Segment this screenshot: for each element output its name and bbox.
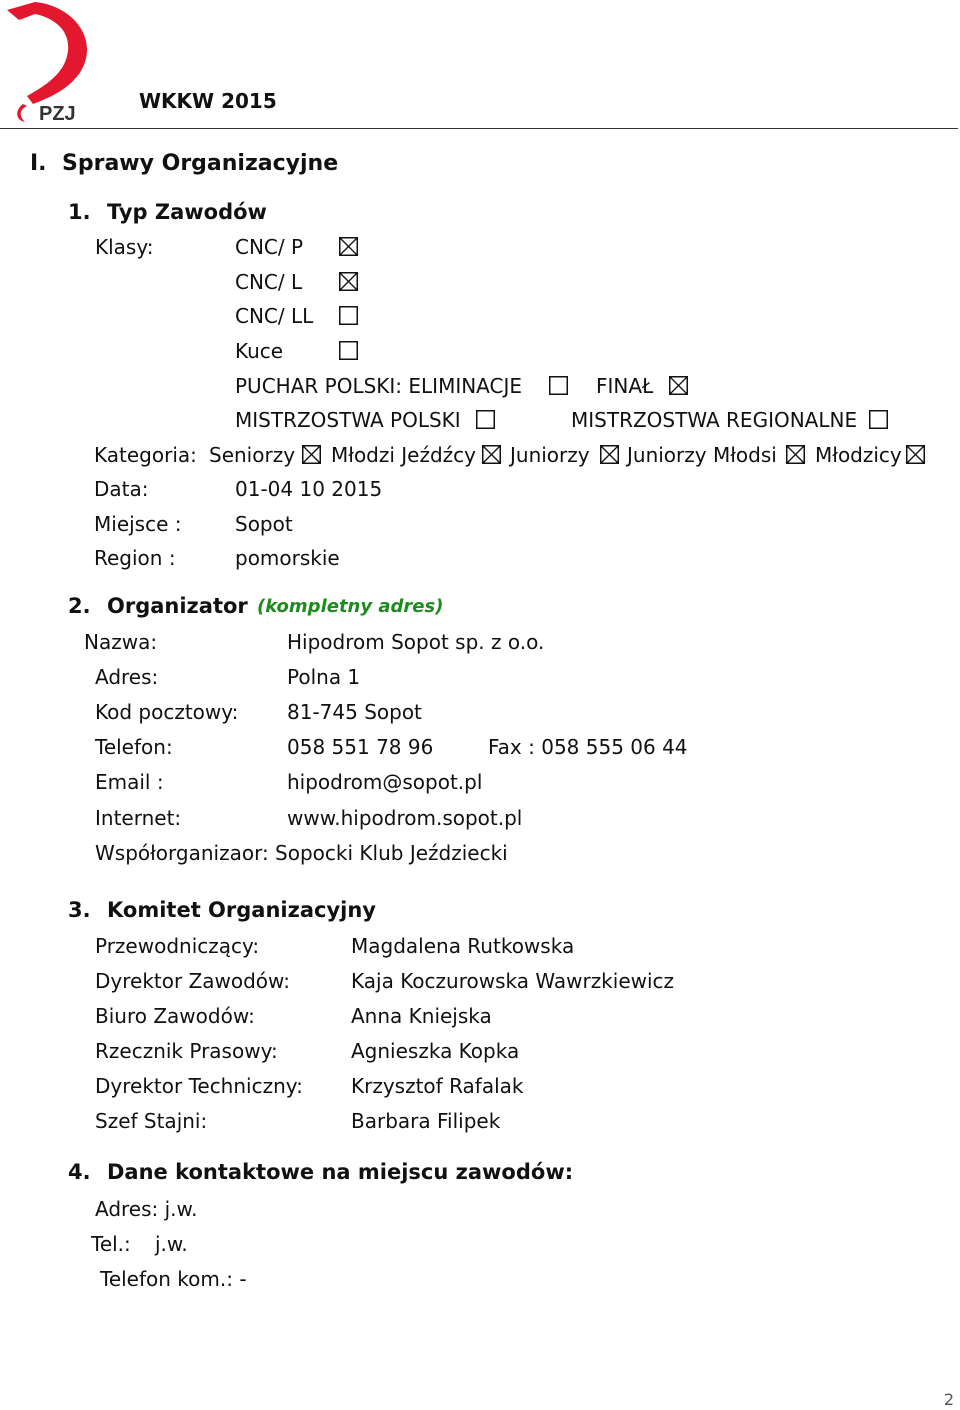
mlodzicy-label: Młodzicy [815,443,902,467]
cnc-l-label: CNC/ L [235,270,303,294]
juniorzy-mlodsi-checkbox[interactable] [786,445,805,464]
s1-title: Typ Zawodów [107,200,267,224]
committee-role: Dyrektor Techniczny: [95,1074,303,1098]
adres-value: Polna 1 [287,665,361,689]
email-value: hipodrom@sopot.pl [287,770,483,794]
internet-value: www.hipodrom.sopot.pl [287,806,523,830]
seniorzy-checkbox[interactable] [302,445,321,464]
contact-tel-label: Tel.: [91,1232,131,1256]
mp-label: MISTRZOSTWA POLSKI [235,408,461,432]
committee-person: Kaja Koczurowska Wawrzkiewicz [351,969,675,993]
header-divider [0,128,958,129]
kod-value: 81-745 Sopot [287,700,422,724]
s3-number: 3. [68,898,91,922]
contact-adres: Adres: j.w. [95,1197,198,1221]
region-label: Region : [94,546,176,570]
cnc-ll-checkbox[interactable] [339,306,358,325]
wspolorganizator: Współorganizaor: Sopocki Klub Jeździecki [95,841,508,865]
section-number: I. [30,151,47,176]
committee-person: Agnieszka Kopka [351,1039,520,1063]
final-label: FINAŁ [596,374,654,398]
kod-label: Kod pocztowy: [95,700,239,724]
svg-text:PZJ: PZJ [39,103,76,124]
nazwa-label: Nazwa: [84,630,158,654]
kuce-checkbox[interactable] [339,341,358,360]
nazwa-value: Hipodrom Sopot sp. z o.o. [287,630,545,654]
kategoria-label: Kategoria: [94,443,197,467]
data-value: 01-04 10 2015 [235,477,383,501]
kuce-label: Kuce [235,339,284,363]
adres-label: Adres: [95,665,159,689]
s4-title: Dane kontaktowe na miejscu zawodów: [107,1160,574,1184]
cnc-p-label: CNC/ P [235,235,304,259]
s3-title: Komitet Organizacyjny [107,898,376,922]
cnc-p-checkbox[interactable] [339,237,358,256]
miejsce-label: Miejsce : [94,512,182,536]
committee-person: Barbara Filipek [351,1109,501,1133]
committee-role: Przewodniczący: [95,934,260,958]
mlodzicy-checkbox[interactable] [906,445,925,464]
region-value: pomorskie [235,546,340,570]
klasy-label: Klasy: [95,235,154,259]
miejsce-value: Sopot [235,512,293,536]
page-number: 2 [943,1390,954,1409]
committee-person: Magdalena Rutkowska [351,934,575,958]
cnc-ll-label: CNC/ LL [235,304,314,328]
internet-label: Internet: [95,806,182,830]
data-label: Data: [94,477,149,501]
s2-note: (kompletny adres) [257,596,444,617]
puchar-eliminacje-checkbox[interactable] [549,376,568,395]
puchar-label: PUCHAR POLSKI: ELIMINACJE [235,374,523,398]
s4-number: 4. [68,1160,91,1184]
s2-number: 2. [68,594,91,618]
mr-label: MISTRZOSTWA REGIONALNE [571,408,858,432]
mp-checkbox[interactable] [476,410,495,429]
committee-role: Biuro Zawodów: [95,1004,255,1028]
contact-tel-value: j.w. [155,1232,188,1256]
fax-value: Fax : 058 555 06 44 [488,735,688,759]
contact-kom: Telefon kom.: - [100,1267,247,1291]
juniorzy-label: Juniorzy [510,443,590,467]
document-title: WKKW 2015 [139,89,277,113]
section-title: Sprawy Organizacyjne [62,151,339,176]
s2-title: Organizator [107,594,248,618]
juniorzy-checkbox[interactable] [600,445,619,464]
mlodzi-label: Młodzi Jeźdźcy [331,443,477,467]
juniorzy-mlodsi-label: Juniorzy Młodsi [627,443,777,467]
seniorzy-label: Seniorzy [209,443,296,467]
s1-number: 1. [68,200,91,224]
final-checkbox[interactable] [669,376,688,395]
mlodzi-checkbox[interactable] [482,445,501,464]
committee-person: Krzysztof Rafalak [351,1074,524,1098]
cnc-l-checkbox[interactable] [339,272,358,291]
committee-role: Dyrektor Zawodów: [95,969,291,993]
pzj-logo [5,2,95,124]
committee-role: Rzecznik Prasowy: [95,1039,278,1063]
telefon-label: Telefon: [95,735,173,759]
committee-person: Anna Kniejska [351,1004,492,1028]
email-label: Email : [95,770,164,794]
mr-checkbox[interactable] [869,410,888,429]
committee-role: Szef Stajni: [95,1109,208,1133]
telefon-value: 058 551 78 96 [287,735,434,759]
